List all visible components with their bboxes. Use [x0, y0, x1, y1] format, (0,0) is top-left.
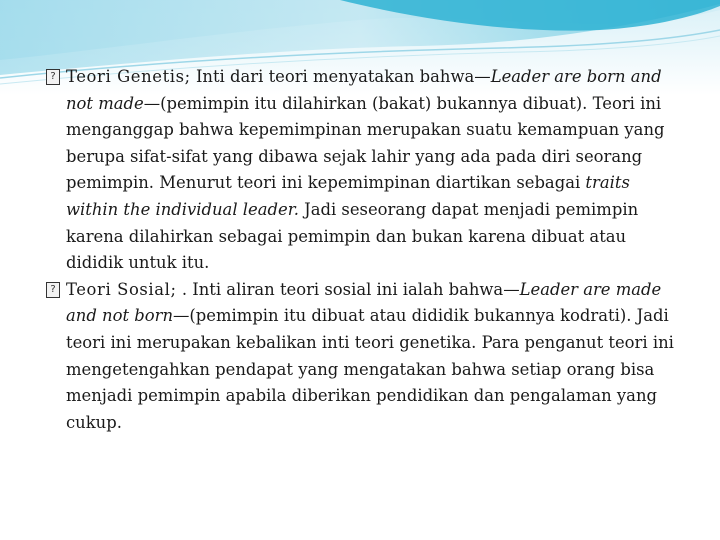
paragraph-text: Jadi seseorang dapat menjadi pemimpin karena dilahirkan sebagai pemimpin dan bukan karena dibuat atau dididik untuk itu.	[66, 199, 639, 273]
bullet-glyph-icon: ?	[46, 69, 60, 85]
italic-phrase: Leader are born and not made	[66, 67, 662, 113]
italic-phrase: traits within the individual leader.	[66, 173, 630, 219]
bullet-glyph-icon: ?	[46, 282, 60, 298]
paragraph-text: . Inti aliran teori sosial ini ialah bahwa—	[176, 279, 520, 299]
italic-phrase: Leader are made and not born	[66, 279, 662, 326]
paragraph-text: —(pemimpin itu dibuat atau dididik bukannya kodrati). Jadi teori ini merupakan kebalikan inti teori genetika. Para penganut teori ini mengetengahkan pendapat yang mengatakan bahwa setiap orang bisa menjadi pemimpin apabila diberikan pendidikan dan pengalaman yang cukup.	[66, 306, 674, 432]
paragraph-text: —(pemimpin itu dilahirkan (bakat) bukannya dibuat). Teori ini menganggap bahwa kepemimpinan merupakan suatu kemampuan yang berupa sifat-sifat yang dibawa sejak lahir yang ada pada diri seorang pemimpin. Menurut teori ini kepemimpinan diartikan sebagai	[66, 93, 665, 193]
bullet-item-teori-sosial	[46, 277, 686, 437]
bullet-item-teori-genetis	[46, 64, 686, 277]
content-body	[46, 64, 686, 436]
paragraph-text: Inti dari teori menyatakan bahwa—	[190, 67, 491, 86]
term-label: Teori Sosial;	[66, 279, 177, 299]
term-label: Teori Genetis;	[66, 67, 191, 86]
